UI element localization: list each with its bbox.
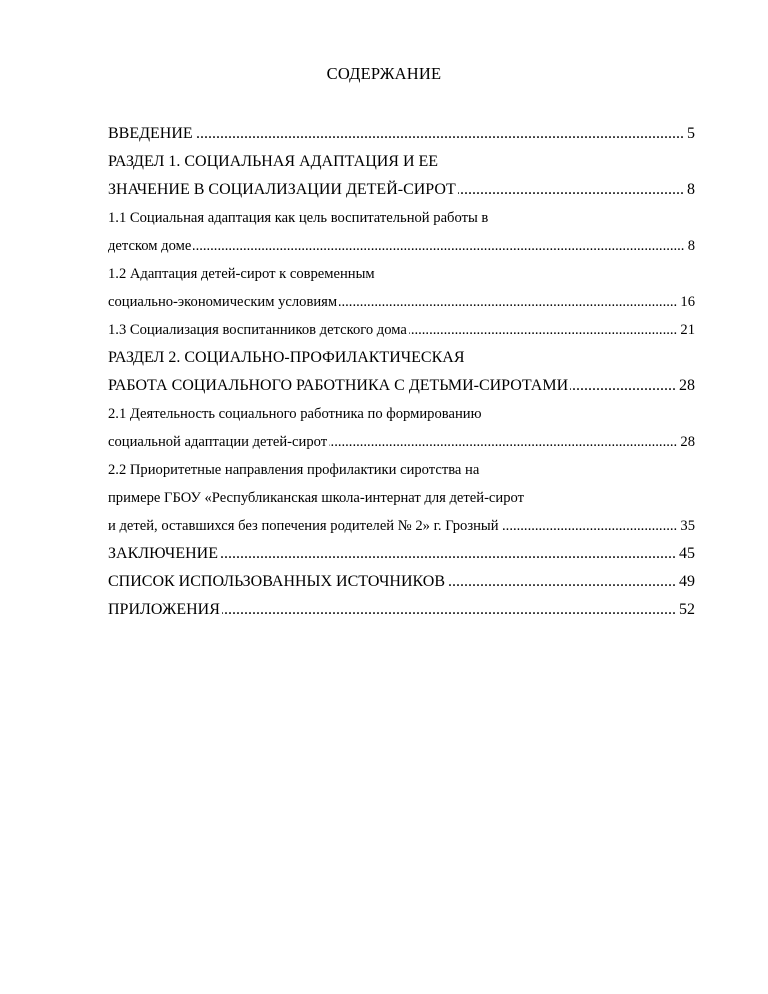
toc-entry-2-2-cont [108, 484, 695, 512]
toc-entry-page: 5 [684, 120, 695, 148]
toc-entry-appendices [108, 596, 695, 624]
toc-entry-page: 49 [676, 568, 695, 596]
toc-entry-page: 8 [685, 232, 695, 260]
toc-entry-section-2 [108, 344, 695, 372]
toc-entry-1-2 [108, 260, 695, 288]
toc-entry-1-2-cont [108, 288, 695, 316]
toc-entry-text: социально-экономическим условиям [108, 294, 338, 310]
toc-entry-section-1-cont [108, 176, 695, 204]
toc-entry-2-1 [108, 400, 695, 428]
toc-entry-introduction [108, 120, 695, 148]
toc-entry-text: РАБОТА СОЦИАЛЬНОГО РАБОТНИКА С ДЕТЬМИ-СИРОТАМИ [108, 377, 569, 394]
toc-entry-text: ЗАКЛЮЧЕНИЕ [108, 545, 218, 562]
toc-entry-references [108, 568, 695, 596]
toc-entry-page: 52 [676, 596, 695, 624]
toc-entry-2-1-cont [108, 428, 695, 456]
table-of-contents [108, 120, 695, 624]
toc-entry-text: РАЗДЕЛ 1. СОЦИАЛЬНАЯ АДАПТАЦИЯ И ЕЕ [108, 153, 439, 170]
toc-entry-conclusion [108, 540, 695, 568]
toc-entry-2-2 [108, 456, 695, 484]
toc-entry-text: 2.2 Приоритетные направления профилактики сиротства на [108, 462, 480, 478]
toc-entry-text: СПИСОК ИСПОЛЬЗОВАННЫХ ИСТОЧНИКОВ [108, 573, 446, 590]
toc-entry-page: 8 [684, 176, 695, 204]
toc-entry-2-2-cont-2 [108, 512, 695, 540]
toc-entry-page: 21 [677, 316, 695, 344]
toc-entry-page: 35 [677, 512, 695, 540]
toc-entry-page: 45 [676, 540, 695, 568]
toc-entry-text: детском доме [108, 238, 192, 254]
toc-entry-1-1 [108, 204, 695, 232]
toc-entry-text: ВВЕДЕНИЕ [108, 125, 193, 142]
toc-entry-1-3 [108, 316, 695, 344]
toc-entry-text: социальной адаптации детей-сирот [108, 434, 328, 450]
toc-entry-text: и детей, оставшихся без попечения родителей № 2» г. Грозный [108, 518, 499, 534]
toc-entry-page: 16 [677, 288, 695, 316]
toc-entry-text: 1.2 Адаптация детей-сирот к современным [108, 266, 375, 282]
toc-entry-1-1-cont [108, 232, 695, 260]
toc-entry-text: РАЗДЕЛ 2. СОЦИАЛЬНО-ПРОФИЛАКТИЧЕСКАЯ [108, 349, 465, 366]
toc-entry-text: примере ГБОУ «Республиканская школа-интернат для детей-сирот [108, 490, 524, 506]
toc-entry-text: ЗНАЧЕНИЕ В СОЦИАЛИЗАЦИИ ДЕТЕЙ-СИРОТ [108, 181, 456, 198]
toc-entry-section-1 [108, 148, 695, 176]
page-title: СОДЕРЖАНИЕ [326, 64, 442, 83]
toc-entry-text: 1.1 Социальная адаптация как цель воспитательной работы в [108, 210, 489, 226]
toc-entry-text: 1.3 Социализация воспитанников детского дома [108, 322, 407, 338]
toc-entry-page: 28 [677, 428, 695, 456]
toc-entry-text: 2.1 Деятельность социального работника по формированию [108, 406, 482, 422]
toc-entry-section-2-cont [108, 372, 695, 400]
toc-entry-page: 28 [676, 372, 695, 400]
toc-entry-text: ПРИЛОЖЕНИЯ [108, 601, 220, 618]
